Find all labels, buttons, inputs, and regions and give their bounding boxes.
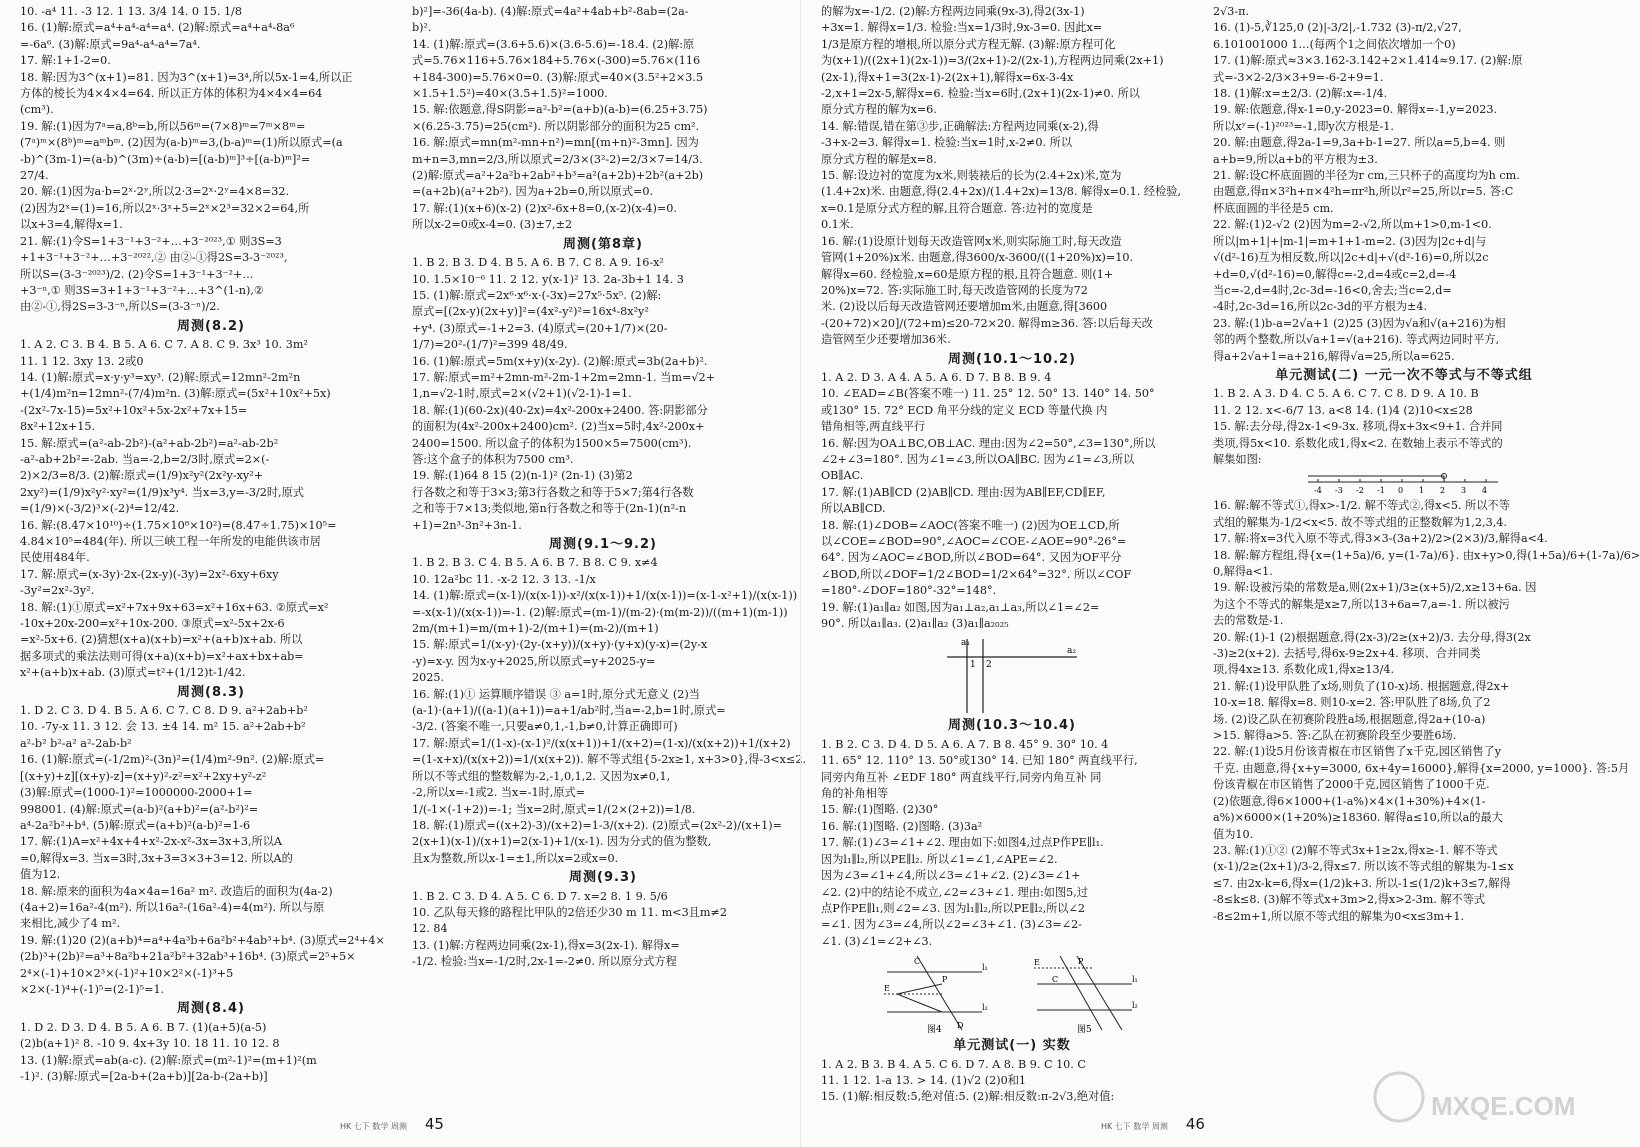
answer-block (20, 337, 402, 682)
answer-line: 所以不等式组的整数解为-2,-1,0,1,2. 又因为x≠0,1, (412, 769, 671, 783)
answer-line: ∠2. (2)中的结论不成立,∠2=∠3+∠1. 理由:如图5,过 (821, 885, 1089, 899)
answer-line: 点P作PE∥l₁,则∠2=∠3. 因为l₁∥l₂,所以PE∥l₂,所以∠2 (821, 901, 1085, 915)
answer-line: 1. B 2. B 3. D 4. B 5. A 6. B 7. C 8. A 9. 16-x² (412, 256, 664, 270)
answer-line: 去的常数是-1. (1213, 614, 1284, 628)
answer-line: √(d²-16)互为相反数,所以|2c+d|+√(d²-16)=0,所以2c (1213, 251, 1489, 265)
answer-line: +3⁻ⁿ,① 则3S=3+1+3⁻¹+3⁻²+…+3^(1-n),② (20, 283, 264, 297)
answer-line: 16. 解:原式=mn(m²-mn+n²)=mn[(m+n)²-3mn]. 因为 (412, 136, 699, 150)
answer-line: 14. 解:错误,错在第③步,正确解法:方程两边同乘(x-2),得 (821, 119, 1099, 133)
answer-line: 18. 解:因为3^(x+1)=81. 因为3^(x+1)=3⁴,所以5x-1=4,所以正 (20, 70, 353, 84)
point-c-label: C (914, 957, 921, 967)
answer-line: 21. 解:(1)令S=1+3⁻¹+3⁻²+…+3⁻²⁰²³,① 则3S=3 (20, 234, 282, 248)
answer-line: 且x为整数,所以x-1=±1,所以x=2或x=0. (412, 851, 619, 865)
answer-line: 15. 解:设边衬的宽度为x米,则装裱后的长为(2.4+2x)米,宽为 (821, 169, 1122, 183)
answer-line: 18. 解:(1)(60-2x)(40-2x)=4x²-200x+2400. 答:阴影部分 (412, 403, 708, 417)
answer-line: 64°. 因为∠AOC=∠BOD,所以∠BOD=64°. 又因为OF平分 (821, 551, 1122, 565)
page-number (1101, 1115, 1205, 1133)
answer-line: 1. A 2. B 3. B 4. A 5. C 6. D 7. A 8. B 9. C 10. C (821, 1057, 1086, 1071)
tick-label: 3 (1461, 486, 1467, 496)
answer-line: 2)×2/3=8/3. (2)解:原式=(1/9)x²y²(2x²y-xy²+ (20, 469, 264, 483)
figure-5-caption: 图5 (1077, 1025, 1092, 1036)
answer-line: 值为10. (1213, 827, 1254, 841)
answer-line: 90°. 所以a₁∥a₃. (2)a₁∥a₂ (3)a₁∥a₂₀₂₅ (821, 617, 1009, 631)
answer-line: (1.4+2x)米. 由题意,得(2.4+2x)/(1.4+2x)=13/8. 解得x=0.1. 经检验, (821, 185, 1182, 199)
tick-label: 4 (1482, 486, 1488, 496)
left-column-1 (20, 4, 402, 1085)
answer-line: 18. 解:(1)①原式=x²+7x+9x+63=x²+16x+63. ②原式=x² (20, 600, 329, 614)
answer-block (20, 1020, 402, 1086)
answer-line: 11. 1 12. 3xy 13. 2或0 (20, 354, 144, 368)
answer-line: =(1/9)×(-3/2)³×(-2)⁴=12/42. (20, 502, 180, 516)
answer-line: 场. (2)设乙队在初赛阶段胜a场,根据题意,得2a+(10-a) (1213, 712, 1486, 726)
answer-line: -b)^(3m-1)=(a-b)^(3m)÷(a-b)=[(a-b)ᵐ]³÷[(a-b)ᵐ]²= (20, 152, 311, 166)
answer-line: 15. 解:原式=1/(x-y)·(2y-(x+y))/(x+y)·(y+x)(y-x)=(2y-x (412, 638, 708, 652)
answer-line: 10. -a⁴ 11. -3 12. 1 13. 3/4 14. 0 15. 1/8 (20, 5, 242, 18)
point-d-label: D (957, 1021, 964, 1031)
answer-line: 所以|m+1|+|m-1|=m+1+1-m=2. (3)因为|2c+d|与 (1213, 234, 1487, 248)
answer-line: OB∥AC. (821, 469, 864, 483)
answer-line: -2,所以x=-1或2. 当x=-1时,原式= (412, 786, 586, 800)
answer-line: -2,x+1=2x-5,解得x=6. 检验:当x=6时,(2x+1)(2x-1)≠0. 所以 (821, 87, 1140, 101)
answer-line: 4.84×10⁵=484(年). 所以三峡工程一年所发的电能供该市居 (20, 535, 321, 548)
answer-line: (2)b(a+1)² 8. -10 9. 4x+3y 10. 18 11. 10 12. 8 (20, 1037, 280, 1051)
answer-line: 17. 解:(1)AB∥CD (2)AB∥CD. 理由:因为AB∥EF,CD∥EF, (821, 485, 1106, 499)
answer-line: =(a+2b)(a²+2b²). 因为a+2b=0,所以原式=0. (412, 185, 654, 199)
answer-line: 原式=[(2x-y)(2x+y)]²=(4x²-y²)²=16x⁴-8x²y² (412, 305, 649, 319)
answer-line: +184-300)=5.76×0=0. (3)解:原式=40×(3.5²+2×3.5 (412, 70, 704, 84)
answer-line: -10x+20x-200=x²+10x-200. ③原式=x²-5x+2x-6 (20, 617, 285, 631)
answer-line: 1/3是原方程的增根,所以原分式方程无解. (3)解:原方程可化 (821, 37, 1116, 51)
page-number-value: 45 (424, 1115, 444, 1133)
answer-line: =180°-∠DOF=180°-32°=148°. (821, 584, 997, 598)
answer-line: 份该青椒在市区销售了2000千克,园区销售了1000千克. (1213, 778, 1490, 792)
answer-line: 10. 12a²bc 11. -x-2 12. 3 13. -1/x (412, 572, 596, 586)
page-number-value: 46 (1185, 1115, 1205, 1133)
point-p-label: P (942, 975, 948, 985)
answer-line: 行各数之和等于3×3;第3行各数之和等于5×7;第4行各数 (412, 485, 694, 499)
answer-line: a²-b² b²-a² a²-2ab-b² (20, 736, 132, 750)
answer-line: 1. B 2. A 3. D 4. C 5. A 6. C 7. C 8. D 9. A 10. B (1213, 387, 1479, 401)
tick-label: 0 (1398, 486, 1404, 496)
answer-line: 2xy²)=(1/9)x²y²·xy²=(1/9)x³y⁴. 当x=3,y=-3/2时,原式 (20, 485, 304, 499)
answer-line: 1. D 2. C 3. D 4. B 5. A 6. C 7. C 8. D 9. a²+2ab+b² (20, 704, 308, 718)
point-e-label: E (884, 984, 890, 994)
answer-line: 20%)x=72. 答:实际施工时,每天改造管网的长度为72 (821, 283, 1088, 297)
figure-4-caption: 图4 (927, 1025, 942, 1036)
answer-line: 17. 解:1+1-2=0. (20, 54, 111, 68)
answer-line: (a-1)·(a+1)/((a-1)(a+1))=a+1/ab²时,当a=-2,b=1时,原式= (412, 704, 726, 718)
answer-line: -3)≥2(x+2). 去括号,得6x-9≥2x+4. 移项、合并同类 (1213, 647, 1481, 661)
answer-line: 18. 解:原来的面积为4a×4a=16a² m². 改造后的面积为(4a-2) (20, 884, 333, 898)
answer-block (412, 889, 794, 971)
answer-block (20, 703, 402, 998)
answer-line: 2m/(m+1)=m/(m+1)-2/(m+1)=(m-2)/(m+1) (412, 622, 659, 636)
answer-line: 14. (1)解:原式=(3.6+5.6)×(3.6-5.6)=-18.4. (2)解:原 (412, 37, 695, 51)
answer-line: 15. 解:去分母,得2x-1<9-3x. 移项,得x+3x<9+1. 合并同 (1213, 420, 1503, 434)
answer-line: 2√3-π. (1213, 5, 1250, 18)
answer-line: 为(x+1)/((2x+1)(2x-1))=3/(2x+1)-2/(2x-1),方程两边同乘(2x+1) (821, 54, 1164, 68)
answer-line: 23. 解:(1)①② (2)解不等式3x+1≥2x,得x≥-1. 解不等式 (1213, 843, 1498, 857)
answer-line: b)². (412, 21, 432, 35)
answer-line: 解集如图: (1213, 452, 1262, 466)
answer-line: 值为12. (20, 868, 61, 882)
answer-line: 1. A 2. D 3. A 4. A 5. A 6. D 7. B 8. B 9. 4 (821, 370, 1052, 384)
answer-line: 18. 解:(1)∠DOB=∠AOC(答案不唯一) (2)因为OE⊥CD,所 (821, 518, 1120, 532)
answer-line: 16. (1)-5,∛125,0 (2)|-3/2|,-1.732 (3)-π/2,√27, (1213, 21, 1462, 35)
answer-line: 11. 2 12. x<-6/7 13. a<8 14. (1)4 (2)10<x≤28 (1213, 403, 1473, 417)
answer-line: 1. A 2. C 3. B 4. B 5. A 6. C 7. A 8. C 9. 3x³ 10. 3m² (20, 338, 308, 352)
answer-line: 18. (1)解:x=±2/3. (2)解:x=-1/4. (1213, 87, 1388, 101)
answer-line: =-6a⁶. (3)解:原式=9a⁴-a⁴-a⁴=7a⁴. (20, 37, 201, 51)
section-heading: 周测(8.3) (177, 684, 245, 700)
answer-line: a%)×6000×(1+20%)≥18360. 解得a≤10,所以a的最大 (1213, 811, 1503, 825)
answer-line: (2b)³+(2b)²=a³+8a²b+21a²b²+32ab³+16b⁴. (3)原式=2⁵+5× (20, 950, 356, 964)
answer-line: -3y²=2x²-3y². (20, 584, 95, 598)
answer-line: 17. 解:原式=(x-3y)·2x-(2x-y)(-3y)=2x²-6xy+6xy (20, 567, 279, 581)
answer-line: 以∠COE=∠BOD=90°,∠AOC=∠COE-∠AOE=90°-26°= (821, 535, 1127, 548)
section-heading: 周测(9.1～9.2) (549, 537, 657, 552)
answer-block (1213, 4, 1595, 365)
answer-line: 千克. 由题意,得{x+y=3000, 6x+4y=16000},解得{x=2000, y=1000}. 答:5月 (1213, 761, 1630, 775)
answer-line: 同旁内角互补 ∠EDF 180° 两直线平行,同旁内角互补 同 (821, 770, 1102, 784)
number-line-figure (1303, 470, 1503, 496)
answer-line: 17. 解:原式=1/(1-x)-(x-1)²/(x(x+1))+1/(x+2)=(1-x)/(x(x+2))+1/(x+2) (412, 736, 791, 750)
answer-line: 6.101001000 1…(每两个1之间依次增加一个0) (1213, 37, 1456, 51)
answer-line: 11. 1 12. 1-a 13. > 14. (1)√2 (2)0和1 (821, 1073, 1027, 1087)
answer-line: 1. B 2. B 3. C 4. B 5. A 6. B 7. B 8. C 9. x≠4 (412, 556, 658, 570)
answer-line: 16. 解:(1)设原计划每天改造管网x米,则实际施工时,每天改造 (821, 234, 1122, 248)
answer-line: 20. 解:(1)-1 (2)根据题意,得(2x-3)/2≥(x+2)/3. 去分母,得3(2x (1213, 630, 1531, 644)
answer-line: 为这个不等式的解集是x≥7,所以13+6a=7,a=-1. 所以被污 (1213, 597, 1510, 611)
answer-line: m+n=3,mn=2/3,所以原式=2/3×(3²-2)=2/3×7=14/3. (412, 152, 703, 166)
answer-line: ×1.5+1.5²)=40×(3.5+1.5)²=1000. (412, 87, 608, 101)
answer-line: 17. 解:(1)A=x²+4x+4+x²-2x-x²-3x=3x+3,所以A (20, 835, 282, 849)
answer-line: 16. 解:(8.47×10¹⁰)÷(1.75×10⁸×10²)=(8.47÷1.75)×10⁵= (20, 518, 337, 532)
answer-line: 17. (1)解:原式≈3×3.162-3.142+2×1.414≈9.17. (2)解:原 (1213, 54, 1523, 68)
label-a2: a₂ (1067, 646, 1076, 657)
answer-line: (cm³). (20, 103, 54, 117)
answer-line: 20. 解:(1)因为a·b=2ˣ·2ʸ,所以2·3=2ˣ·2ʸ=4×8=32. (20, 185, 290, 199)
answer-line: 1. B 2. C 3. D 4. A 5. C 6. D 7. x=2 8. 1 9. 5/6 (412, 889, 668, 903)
answer-line: 解得x=60. 经检验,x=60是原方程的根,且符合题意. 则(1+ (821, 267, 1114, 281)
page-number (340, 1115, 444, 1133)
answer-line: 13. (1)解:方程两边同乘(2x-1),得x=3(2x-1). 解得x= (412, 938, 680, 952)
answer-line: 19. 解:(1)64 8 15 (2)(n-1)² (2n-1) (3)第2 (412, 469, 633, 483)
answer-line: >15. 解得a>5. 答:乙队在初赛阶段至少要胜6场. (1213, 729, 1457, 743)
angle-1-label: 1 (970, 660, 976, 671)
answer-line: +d=0,√(d²-16)=0,解得c=-2,d=4或c=2,d=-4 (1213, 267, 1457, 281)
tick-label: 1 (1419, 486, 1425, 496)
answer-block (1213, 386, 1595, 468)
answer-line: -4时,2c-3d=16,所以2c-3d的平方根为±4. (1213, 300, 1428, 314)
answer-line: 17. 解:原式=m²+2mn-m²-2m-1+2m=2mn-1. 当m=√2+ (412, 370, 715, 384)
answer-block (821, 737, 1203, 950)
answer-line: 式=5.76×116+5.76×184+5.76×(-300)=5.76×(116 (412, 54, 701, 68)
answer-line: 11. 65° 12. 110° 13. 50°或130° 14. 已知 180° 两直线平行, (821, 754, 1138, 768)
answer-line: 式组的解集为-1/2<x<5. 故不等式组的正整数解为1,2,3,4. (1213, 515, 1507, 529)
section-heading: 周测(10.3～10.4) (947, 718, 1077, 734)
answer-line: 2025. (412, 671, 445, 685)
answer-line: 17. 解:(1)∠3=∠1+∠2. 理由如下:如图4,过点P作PE∥l₁. (821, 836, 1104, 850)
section-heading: 周测(9.3) (569, 870, 637, 886)
answer-line: 998001. (4)解:原式=(a-b)²(a+b)²=(a²-b²)²= (20, 802, 259, 816)
answer-block (821, 4, 1203, 349)
answer-line: 20. 解:由题意,得2a-1=9,3a+b-1=27. 所以a=5,b=4. 则 (1213, 136, 1506, 150)
answer-line: 10-x=18. 解得x=8. 则10-x=2. 答:甲队胜了8场,负了2 (1213, 696, 1491, 710)
answer-line: (4a+2)=16a²-4(m²). 所以16a²-(16a²-4)=4(m²). 所以与原 (20, 900, 325, 914)
answer-line: 15. 解:原式=(a²-ab-2b²)-(a²+ab-2b²)=a²-ab-2b² (20, 436, 279, 450)
answer-line: 15. (1)解:原式=2x⁶·x⁶·x·(-3x)=27x⁵·5x⁵. (2)解: (412, 288, 662, 302)
answer-line: 12. 84 (412, 922, 448, 936)
answer-line: 造管网至少还要增加36米. (821, 333, 951, 347)
answer-line: ∠BOD,所以∠DOF=1/2∠BOD=1/2×64°=32°. 所以∠COF (821, 567, 1132, 581)
answer-line: x²+(a+b)x+ab. (3)原式=t²+(1/12)t-1/42. (20, 666, 246, 680)
answer-line: b)²]=-36(4a-b). (4)解:原式=4a²+4ab+b²-8ab=(2a- (412, 5, 689, 18)
answer-line: ×2×(-1)⁴+(-1)⁵=(2-1)⁵=1. (20, 982, 165, 996)
answer-line: 1/(-1×(-1+2))=-1; 当x=2时,原式=1/(2×(2+2))=1/8. (412, 802, 696, 816)
answer-line: 所以S=(3-3⁻²⁰²³)/2. (2)令S=1+3⁻¹+3⁻²+… (20, 267, 254, 281)
answer-line: 以x+3=4,解得x=1. (20, 218, 123, 232)
answer-line: 17. 解:(1)(x+6)(x-2) (2)x²-6x+8=0,(x-2)(x-4)=0. (412, 201, 677, 215)
answer-line: ≤7. 由2x-k=6,得x=(1/2)k+3. 所以-1≤(1/2)k+3≤7,解得 (1213, 876, 1511, 890)
answer-line: 16. 解:(1)图略. (2)图略. (3)3a² (821, 819, 983, 833)
answer-line: =-x(x-1)/(x(x-1))=-1. (2)解:原式=(m-1)/(m-2)·(m(m-2))/((m+1)(m-1)) (412, 605, 788, 619)
broken-line-p (897, 984, 942, 1012)
angle-2-label: 2 (986, 660, 992, 671)
answer-line: 13. (1)解:原式=ab(a-c). (2)解:原式=(m²-1)²=(m+1)²(m (20, 1053, 317, 1067)
section-heading: 周测(8.4) (177, 1001, 245, 1017)
answer-line: -(20+72)×20]/(72+m)≤20-72×20. 解得m≥36. 答:以后每天改 (821, 316, 1153, 330)
answer-line: 由②-①,得2S=3-3⁻ⁿ,所以S=(3-3⁻ⁿ)/2. (20, 300, 220, 314)
point-c-label: C (1052, 975, 1059, 985)
answer-line: 16. 解:解不等式①,得x>-1/2. 解不等式②,得x<5. 所以不等 (1213, 499, 1510, 513)
answer-line: 的解为x=-1/2. (2)解:方程两边同乘(9x-3),得2(3x-1) (821, 5, 1085, 18)
answer-line: 15. 解:(1)图略. (2)30° (821, 803, 939, 817)
answer-line: 16. 解:因为OA⊥BC,OB⊥AC. 理由:因为∠2=50°,∠3=130°,所以 (821, 436, 1156, 450)
answer-line: 2⁴×(-1)+10×2³×(-1)²+10×2²×(-1)³+5 (20, 966, 234, 980)
answer-line: ∠1. (3)∠1=∠2+∠3. (821, 934, 933, 948)
tick-label: -1 (1377, 486, 1385, 496)
right-page (800, 0, 1640, 1147)
answer-line: 式=-3×2-2/3×3+9=-6-2+9=1. (1213, 70, 1384, 84)
left-column-2 (412, 4, 807, 971)
answer-line: 16. (1)解:原式=a⁴+a⁴-a⁴=a⁴. (2)解:原式=a⁴+a⁴-8a⁶ (20, 21, 295, 35)
answer-line: =∠1. 因为∠3=∠4,所以∠2=∠3+∠1. (3)∠3=∠2- (821, 918, 1082, 932)
answer-line: 据多项式的乘法法则可得(x+a)(x+b)=x²+ax+bx+ab= (20, 649, 304, 663)
tick-label: -4 (1314, 486, 1322, 496)
answer-line: 所以xʸ=(-1)²⁰²³=-1,即y次方根是-1. (1213, 119, 1394, 133)
answer-line: 的面积为(4x²-200x+2400)cm². (2)当x=5时,4x²-200x+ (412, 420, 705, 434)
answer-line: 1. B 2. C 3. D 4. D 5. A 6. A 7. B 8. 45° 9. 30° 10. 4 (821, 737, 1109, 751)
answer-line: -8≤k≤8. (3)解不等式x+3m>2,得x>2-3m. 解不等式 (1213, 893, 1486, 907)
label-a1: a₁ (961, 638, 970, 649)
parallel-lines-figure (937, 635, 1087, 715)
answer-line: 18. 解:解方程组,得{x=(1+5a)/6, y=(1-7a)/6}. 由x+y>0,得(1+5a)/6+(1-7a)/6> (1213, 548, 1640, 562)
section-heading: 周测(第8章) (563, 236, 643, 252)
answer-line: (7ᵃ)ᵐ×(8ᵇ)ᵐ=aᵐbᵐ. (2)因为(a-b)ᵐ=3,(b-a)ᵐ=(1)所以原式=(a (20, 136, 343, 150)
answer-line: -1)². (3)解:原式=[2a-b+(2a+b)][2a-b-(2a+b)] (20, 1070, 268, 1083)
answer-line: 10. 乙队每天修的路程比甲队的2倍还少30 m 11. m<3且m≠2 (412, 905, 727, 919)
answer-line: 19. 解:(1)20 (2)(a+b)⁴=a⁴+4a³b+6a²b²+4ab³+b⁴. (3)原式=2⁴+4× (20, 933, 385, 947)
answer-line: (x-1)/2≥(2x+1)/3-2,得x≤7. 所以该不等式组的解集为-1≤x (1213, 860, 1514, 874)
answer-line: [(x+y)+z][(x+y)-z]=(x+y)²-z²=x²+2xy+y²-z² (20, 769, 267, 783)
answer-line: 原分式方程的解为x=6. (821, 103, 937, 117)
answer-line: x=0.1是原分式方程的解,且符合题意. 答:边衬的宽度是 (821, 201, 1093, 215)
answer-line: 27/4. (20, 169, 49, 183)
answer-line: 因为l₁∥l₂,所以PE∥l₂. 所以∠1=∠1,∠APE=∠2. (821, 852, 1058, 866)
answer-line: 16. (1)解:原式=(-1/2m)²-(3n)²=(1/4)m²-9n². (2)解:原式= (20, 753, 325, 767)
answer-line: 或130° 15. 72° ECD 角平分线的定义 ECD 等量代换 内 (821, 403, 1108, 417)
answer-block (20, 4, 402, 316)
left-page (0, 0, 807, 1147)
answer-line: 米. (2)设以后每天改造管网还要增加m米,由题意,得[3600 (821, 300, 1108, 314)
answer-line: 8x²+12x+15. (20, 420, 95, 434)
answer-line: =x²-5x+6. (2)猜想(x+a)(x+b)=x²+(a+b)x+ab. 所以 (20, 633, 303, 647)
answer-line: 民使用484年. (20, 551, 90, 565)
solution-ray (1308, 476, 1444, 479)
answer-line: =0,解得x=3. 当x=3时,3x+3=3×3+3=12. 所以A的 (20, 851, 293, 865)
answer-line: 1. D 2. D 3. D 4. B 5. A 6. B 7. (1)(a+5)(a-5) (20, 1020, 267, 1034)
answer-line: 1/7)=20²-(1/7)²=399 48/49. (412, 338, 568, 352)
answer-line: +1+3⁻¹+3⁻²+…+3⁻²⁰²²,② 由②-①得2S=3-3⁻²⁰²³, (20, 251, 288, 265)
answer-line: 1,n=√2-1时,原式=2×(√2+1)(√2-1)-1=1. (412, 387, 632, 401)
section-heading: 单元测试(二) 一元一次不等式与不等式组 (1275, 367, 1533, 383)
answer-line: -1/2. 检验:当x=-1/2时,2x-1=-2≠0. 所以原分式方程 (412, 955, 677, 969)
answer-line: 原分式方程的解是x=8. (821, 152, 937, 166)
answer-line: 15. 解:依题意,得S阴影=a²-b²=(a+b)(a-b)=(6.25+3.75) (412, 103, 708, 117)
answer-line: 得a+2√a+1=a+216,解得√a=25,所以a=625. (1213, 349, 1455, 363)
answer-line: 当c=-2,d=4时,2c-3d=-16<0,舍去;当c=2,d= (1213, 283, 1452, 297)
answer-line: 18. 解:(1)原式=((x+2)-3)/(x+2)=1-3/(x+2). (2)原式=(2x²-2)/(x+1)= (412, 818, 782, 832)
answer-line: 17. 解:将x=3代入原不等式,得3×3-(3a+2)/2>(2×3)/3,解得a<4. (1213, 532, 1548, 546)
answer-line: 16. 解:(1)① 运算顺序错误 ③ a=1时,原分式无意义 (2)当 (412, 687, 700, 701)
answer-line: 管网(1+20%)x米. 由题意,得3600/x-3600/((1+20%)x)=10. (821, 251, 1134, 265)
answer-line: -y)=x-y. 因为x-y+2025,所以原式=y+2025-y= (412, 654, 656, 668)
answer-line: +(1/4)m²n=12mn²-(7/4)m²n. (3)解:原式=(5x²+10x²+5x) (20, 387, 331, 401)
answer-block (412, 255, 794, 534)
figure-4 (882, 954, 992, 1034)
section-heading: 周测(8.2) (177, 318, 245, 334)
answer-line: a⁴-2a²b²+b⁴. (5)解:原式=(a+b)²(a-b)²=1-6 (20, 818, 251, 832)
figure-5 (1032, 954, 1142, 1034)
answer-block (412, 4, 794, 234)
point-e-label: E (1034, 958, 1040, 968)
answer-line: ×(6.25-3.75)=25(cm²). 所以阴影部分的面积为25 cm². (412, 119, 700, 133)
figures-row (821, 954, 1203, 1034)
answer-line: 16. (1)解:原式=5m(x+y)(x-2y). (2)解:原式=3b(2a+b)². (412, 354, 708, 368)
answer-line: 23. 解:(1)b-a=2√a+1 (2)25 (3)因为√a和√(a+216)为相 (1213, 316, 1506, 330)
tick-label: -2 (1356, 486, 1364, 496)
point-p-label: P (1078, 957, 1084, 967)
answer-line: 19. 解:(1)因为7ᵃ=a,8ᵇ=b,所以56ᵐ=(7×8)ᵐ=7ᵐ×8ᵐ= (20, 119, 306, 133)
answer-line: (2)依题意,得6×1000+(1-a%)×4×(1+30%)+4×(1- (1213, 794, 1486, 808)
answer-block (821, 1057, 1203, 1106)
answer-block (821, 370, 1203, 633)
answer-line: 14. (1)解:原式=x·y·y³=xy³. (2)解:原式=12mn²-2m²n (20, 370, 301, 384)
answer-line: +3x=1. 解得x=1/3. 检验:当x=1/3时,9x-3=0. 因此x= (821, 21, 1103, 35)
right-column-1 (821, 4, 1203, 1106)
answer-line: 2400=1500. 所以盒子的体积为1500×5=7500(cm³). (412, 436, 692, 450)
transversal-2 (1077, 956, 1122, 1030)
answer-line: (3)解:原式=(1000-1)²=1000000-2000+1= (20, 786, 253, 800)
answer-line: +1)=2n³-3n²+3n-1. (412, 518, 522, 532)
answer-line: 15. (1)解:相反数:5,绝对值:5. (2)解:相反数:π-2√3,绝对值: (821, 1090, 1115, 1104)
section-heading: 单元测试(一) 实数 (953, 1038, 1071, 1054)
answer-line: 2(x+1)(x-1)/(x+1)=2(x-1)+1/(x-1). 因为分式的值为整数, (412, 835, 712, 849)
label-l1: l₁ (982, 963, 988, 973)
answer-line: 之和等于7×13;类似地,第n行各数之和等于(2n-1)(n²-n (412, 502, 687, 516)
answer-line: 方体的棱长为4×4×4=64. 所以正方体的体积为4×4×4=64 (20, 87, 323, 101)
right-column-2 (1213, 4, 1640, 925)
answer-block (412, 555, 807, 867)
answer-line: 22. 解:(1)设5月份该青椒在市区销售了x千克,园区销售了y (1213, 745, 1502, 759)
answer-line: 来相比,减少了4 m². (20, 917, 121, 931)
transversal-cd (917, 956, 962, 1030)
answer-line: 22. 解:(1)2-√2 (2)因为m=2-√2,所以m+1>0,m-1<0. (1213, 218, 1492, 232)
answer-line: -3+x-2=3. 解得x=1. 检验:当x=1时,x-2≠0. 所以 (821, 136, 1073, 150)
answer-line: -(2x²-7x-15)=5x²+10x²+5x-2x²+7x+15= (20, 403, 248, 417)
answer-line: 邻的两个整数,所以√a+1=√(a+216). 等式两边同时平方, (1213, 333, 1500, 347)
answer-line: +y⁴. (3)原式=-1+2=3. (4)原式=(20+1/7)×(20- (412, 321, 668, 335)
answer-line: 错角相等,两直线平行 (821, 420, 926, 434)
answer-line: -3/2. (答案不唯一,只要a≠0,1,-1,b≠0,计算正确即可) (412, 720, 678, 734)
folio-label: HK 七下 数学 周测 (340, 1122, 407, 1131)
answer-line: (2)因为2ˣ=(1)=16,所以2ˣ·3ˣ+5=2ˣ×2³=32×2=64,所 (20, 201, 310, 215)
label-l2: l₂ (982, 1003, 988, 1013)
answer-line: 杯底面圆的半径是5 cm. (1213, 201, 1334, 215)
answer-line: 21. 解:(1)设甲队胜了x场,则负了(10-x)场. 根据题意,得2x+ (1213, 679, 1510, 693)
answer-block (1213, 498, 1640, 925)
answer-line: 19. 解:(1)a₁∥a₂ 如图,因为a₁⊥a₂,a₁⊥a₃,所以∠1=∠2= (821, 600, 1100, 614)
answer-line: 14. (1)解:原式=(x-1)/(x(x-1))-x²/(x(x-1))+1/(x(x-1))=(x-1-x²+1)/(x(x-1)) (412, 589, 798, 603)
answer-line: 答:这个盒子的体积为7500 cm³. (412, 452, 574, 466)
label-l2: l₂ (1132, 1001, 1138, 1011)
answer-line: 所以AB∥CD. (821, 502, 886, 516)
answer-line: 10. ∠EAD=∠B(答案不唯一) 11. 25° 12. 50° 13. 140° 14. 50° (821, 387, 1155, 401)
answer-line: 因为∠3=∠1+∠4,所以∠3=∠1+∠2. (2)∠3=∠1+ (821, 869, 1081, 883)
answer-line: 19. 解:依题意,得x-1=0,y-2023=0. 解得x=-1,y=2023. (1213, 103, 1498, 117)
answer-line: 19. 解:设被污染的常数是a,则(2x+1)/3≥(x+5)/2,x≥13+6a. 因 (1213, 581, 1537, 595)
answer-line: ∠2+∠3=180°. 因为∠1=∠3,所以OA∥BC. 因为∠1=∠3,所以 (821, 452, 1135, 466)
answer-line: (2)解:原式=a²+2a²b+2ab²+b³=a²(a+2b)+2b²(a+2b) (412, 169, 704, 183)
answer-line: -a²-ab+2b²=-2ab. 当a=-2,b=2/3时,原式=2×(- (20, 452, 270, 466)
answer-line: 21. 解:设C杯底面圆的半径为r cm,三只杯子的高度均为h cm. (1213, 169, 1520, 183)
answer-line: 类项,得5x<10. 系数化成1,得x<2. 在数轴上表示不等式的 (1213, 436, 1503, 450)
tick-label: 2 (1440, 486, 1446, 496)
svg-text:MXQE.COM: MXQE.COM (1431, 1091, 1576, 1121)
answer-line: 10. -7y-x 11. 3 12. 会 13. ±4 14. m² 15. a²+2ab+b² (20, 720, 306, 734)
answer-line: 0.1米. (821, 218, 854, 232)
answer-line: 由题意,得π×3²h+π×4²h=πr²h,所以r²=25,所以r=5. 答:C (1213, 185, 1514, 199)
section-heading: 周测(10.1～10.2) (947, 351, 1077, 367)
answer-line: -8≤2m+1,所以原不等式组的解集为0<x≤3m+1. (1213, 909, 1465, 923)
answer-line: 角的补角相等 (821, 787, 889, 801)
answer-line: a+b=9,所以a+b的平方根为±3. (1213, 152, 1378, 166)
transversal (1060, 956, 1102, 1030)
answer-line: (2x-1),得x+1=3(2x-1)-2(2x+1),解得x=6x-3-4x (821, 70, 1074, 84)
answer-line: =(1-x+x)/(x(x+2))=1/(x(x+2)). 解不等式组{5-2x≥1, x+3>0},得-3<x≤2. (412, 753, 807, 767)
answer-line: 所以x-2=0或x-4=0. (3)±7,±2 (412, 218, 573, 232)
answer-line: 10. 1.5×10⁻⁶ 11. 2 12. y(x-1)² 13. 2a-3b+1 14. 3 (412, 272, 684, 286)
watermark-logo (1359, 1067, 1579, 1137)
label-l1: l₁ (1132, 975, 1138, 985)
answer-line: 0,解得a<1. (1213, 565, 1273, 578)
folio-label: HK 七下 数学 周测 (1101, 1122, 1168, 1131)
answer-line: 项,得4x≥13. 系数化成1,得x≥13/4. (1213, 663, 1395, 677)
tick-label: -3 (1335, 486, 1343, 496)
